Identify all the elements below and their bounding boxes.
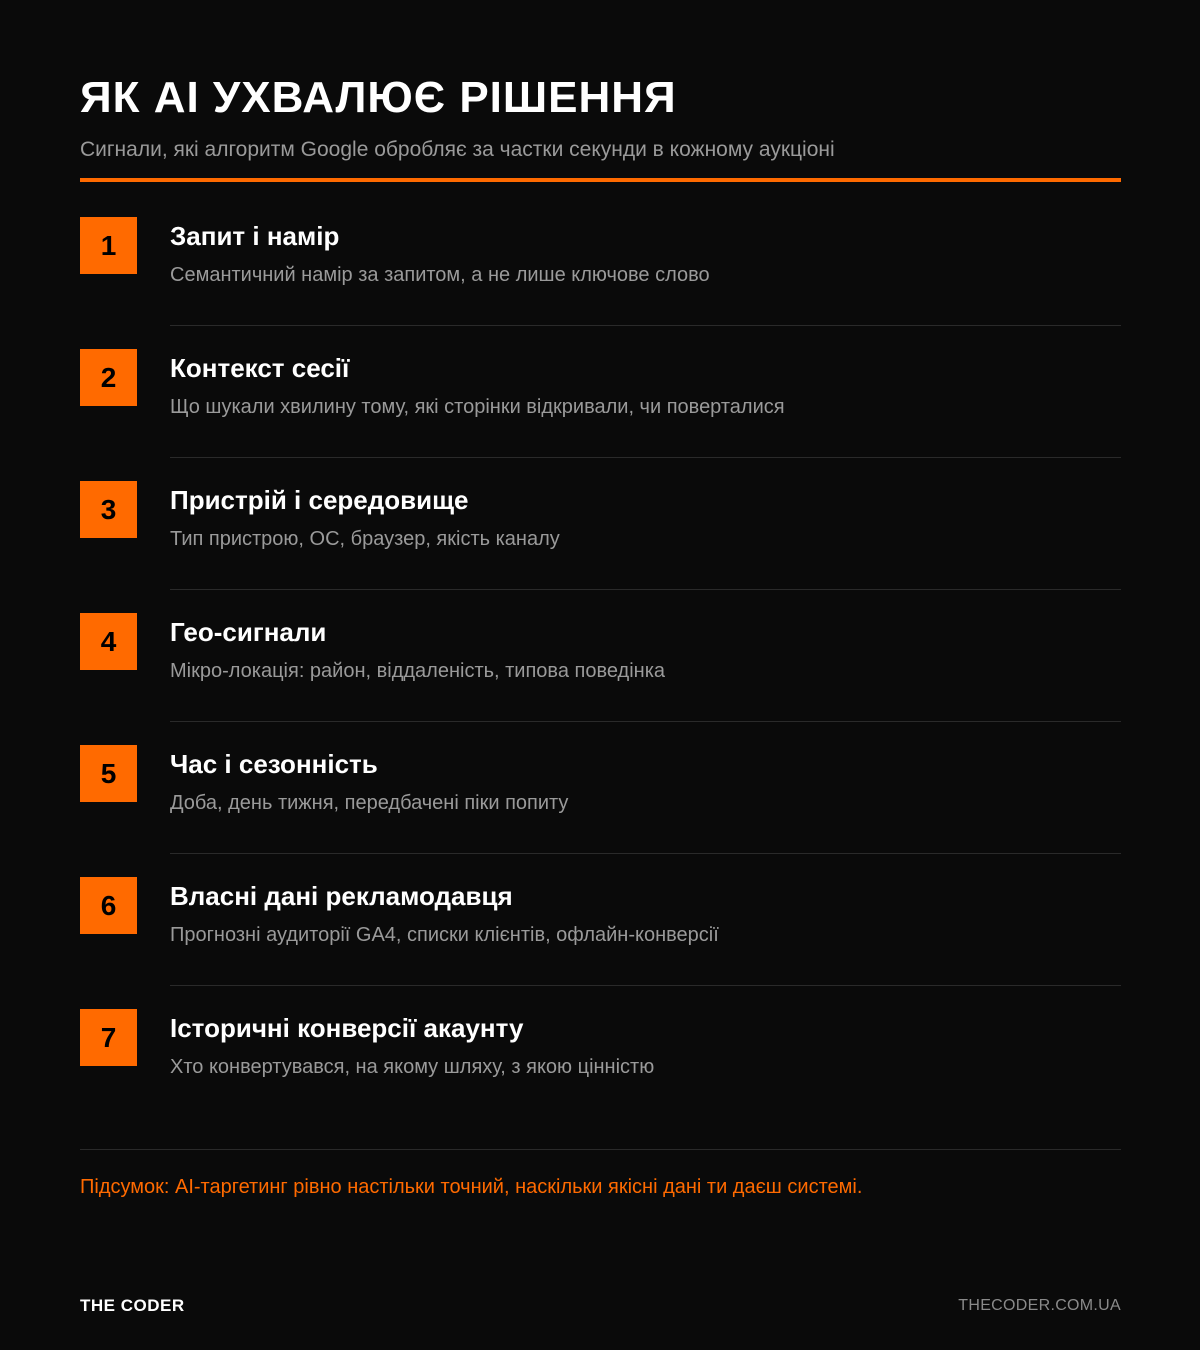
- number-badge: 3: [80, 481, 137, 538]
- page-subtitle: Сигнали, які алгоритм Google обробляє за частки секунди в кожному аукціоні: [80, 138, 835, 161]
- page-title: ЯК AI УХВАЛЮЄ РІШЕННЯ: [80, 73, 677, 122]
- signal-title: Історичні конверсії акаунту: [170, 1013, 524, 1043]
- signal-description: Прогнозні аудиторії GA4, списки клієнтів, офлайн-конверсії: [170, 924, 719, 946]
- signal-item: [80, 217, 1121, 349]
- number-badge: 5: [80, 745, 137, 802]
- number-badge: 4: [80, 613, 137, 670]
- brand-logo-text: THE CODER: [80, 1296, 185, 1315]
- number-badge: 6: [80, 877, 137, 934]
- signal-title: Пристрій і середовище: [170, 485, 469, 515]
- signal-description: Доба, день тижня, передбачені піки попиту: [170, 792, 569, 814]
- signal-description: Хто конвертувався, на якому шляху, з якою цінністю: [170, 1056, 655, 1078]
- signal-title: Запит і намір: [170, 221, 340, 251]
- item-divider: [170, 985, 1121, 986]
- summary-divider: [80, 1149, 1121, 1150]
- number-badge: 2: [80, 349, 137, 406]
- summary-text: Підсумок: AI-таргетинг рівно настільки точний, наскільки якісні дані ти даєш системі.: [80, 1176, 863, 1198]
- site-url: THECODER.COM.UA: [958, 1297, 1121, 1314]
- signal-item: [80, 349, 1121, 481]
- signal-title: Контекст сесії: [170, 353, 350, 383]
- item-divider: [170, 853, 1121, 854]
- item-divider: [170, 457, 1121, 458]
- number-badge: 1: [80, 217, 137, 274]
- signal-item: [80, 1009, 1121, 1141]
- signal-description: Мікро-локація: район, віддаленість, типова поведінка: [170, 660, 666, 682]
- signal-item: [80, 481, 1121, 613]
- signal-item: [80, 613, 1121, 745]
- signal-title: Час і сезонність: [170, 749, 378, 779]
- signal-title: Власні дані рекламодавця: [170, 881, 513, 911]
- item-divider: [170, 589, 1121, 590]
- accent-divider: [80, 178, 1121, 182]
- number-badge: 7: [80, 1009, 137, 1066]
- signal-description: Що шукали хвилину тому, які сторінки відкривали, чи поверталися: [170, 396, 785, 418]
- signal-description: Семантичний намір за запитом, а не лише ключове слово: [170, 264, 710, 286]
- signal-description: Тип пристрою, ОС, браузер, якість каналу: [170, 528, 560, 550]
- item-divider: [170, 325, 1121, 326]
- signal-title: Гео-сигнали: [170, 617, 327, 647]
- item-divider: [170, 721, 1121, 722]
- signal-item: [80, 745, 1121, 877]
- signal-item: [80, 877, 1121, 1009]
